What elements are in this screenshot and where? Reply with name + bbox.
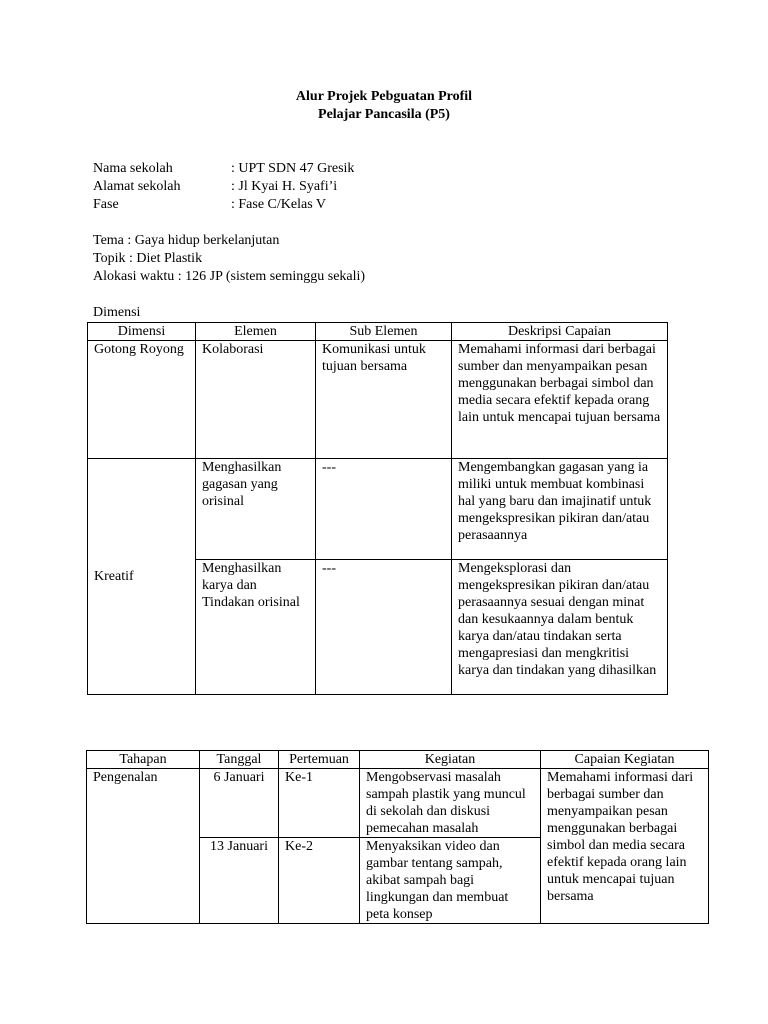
- tahapan-table: [86, 750, 709, 924]
- time-allocation-text: Alokasi waktu : 126 JP (sistem seminggu sekali): [93, 269, 366, 284]
- header-capaian-kegiatan: Capaian Kegiatan: [541, 751, 709, 769]
- cell-sub-elemen: ---: [316, 459, 452, 560]
- header-deskripsi: Deskripsi Capaian: [452, 323, 668, 341]
- cell-tanggal: 13 Januari: [200, 838, 279, 924]
- cell-pertemuan: Ke-2: [279, 838, 360, 924]
- header-tahapan: Tahapan: [87, 751, 200, 769]
- dimensi-section-label: Dimensi: [93, 305, 141, 320]
- school-name-label: Nama sekolah: [93, 161, 173, 176]
- cell-tahapan: Pengenalan: [87, 769, 200, 924]
- theme-text: Tema : Gaya hidup berkelanjutan: [93, 233, 280, 248]
- cell-kegiatan: Mengobservasi masalah sampah plastik yang muncul di sekolah dan diskusi pemecahan masalah: [360, 769, 541, 838]
- table-row: [88, 459, 668, 560]
- header-sub-elemen: Sub Elemen: [316, 323, 452, 341]
- cell-deskripsi: Mengeksplorasi dan mengekspresikan pikiran dan/atau perasaannya sesuai dengan minat dan kesukaannya dalam bentuk karya dan/atau tindakan serta mengapresiasi dan mengkritisi karya dan tindakan yang dihasilkan: [452, 560, 668, 695]
- header-kegiatan: Kegiatan: [360, 751, 541, 769]
- phase-label: Fase: [93, 197, 119, 212]
- cell-kegiatan: Menyaksikan video dan gambar tentang sampah, akibat sampah bagi lingkungan dan membuat peta konsep: [360, 838, 541, 924]
- cell-capaian-kegiatan: Memahami informasi dari berbagai sumber dan menyampaikan pesan menggunakan berbagai simbol dan media secara efektif kepada orang lain untuk mencapai tujuan bersama: [541, 769, 709, 924]
- dimensi-table: [87, 322, 668, 695]
- cell-dimensi: Gotong Royong: [88, 341, 196, 459]
- school-address-label: Alamat sekolah: [93, 179, 181, 194]
- document-title-line-1: Alur Projek Pebguatan Profil: [295, 89, 473, 104]
- cell-dimensi: Kreatif: [88, 459, 196, 695]
- phase-value: : Fase C/Kelas V: [231, 197, 327, 212]
- table-row: [88, 341, 668, 459]
- cell-sub-elemen: Komunikasi untuk tujuan bersama: [316, 341, 452, 459]
- cell-sub-elemen: ---: [316, 560, 452, 695]
- header-pertemuan: Pertemuan: [279, 751, 360, 769]
- tahapan-table-header: [87, 751, 709, 769]
- school-name-value: : UPT SDN 47 Gresik: [231, 161, 355, 176]
- cell-elemen: Menghasilkan karya dan Tindakan orisinal: [196, 560, 316, 695]
- cell-deskripsi: Memahami informasi dari berbagai sumber dan menyampaikan pesan menggunakan berbagai simbol dan media secara efektif kepada orang lain untuk mencapai tujuan bersama: [452, 341, 668, 459]
- cell-tanggal: 6 Januari: [200, 769, 279, 838]
- topic-text: Topik : Diet Plastik: [93, 251, 203, 266]
- document-title-line-2: Pelajar Pancasila (P5): [318, 107, 450, 122]
- header-dimensi: Dimensi: [88, 323, 196, 341]
- cell-deskripsi: Mengembangkan gagasan yang ia miliki untuk membuat kombinasi hal yang baru dan imajinatif untuk mengekspresikan pikiran dan/atau perasaannya: [452, 459, 668, 560]
- header-elemen: Elemen: [196, 323, 316, 341]
- table-row: [87, 769, 709, 838]
- cell-elemen: Kolaborasi: [196, 341, 316, 459]
- cell-elemen: Menghasilkan gagasan yang orisinal: [196, 459, 316, 560]
- school-address-value: : Jl Kyai H. Syafi’i: [231, 179, 338, 194]
- cell-pertemuan: Ke-1: [279, 769, 360, 838]
- dimensi-table-header: [88, 323, 668, 341]
- header-tanggal: Tanggal: [200, 751, 279, 769]
